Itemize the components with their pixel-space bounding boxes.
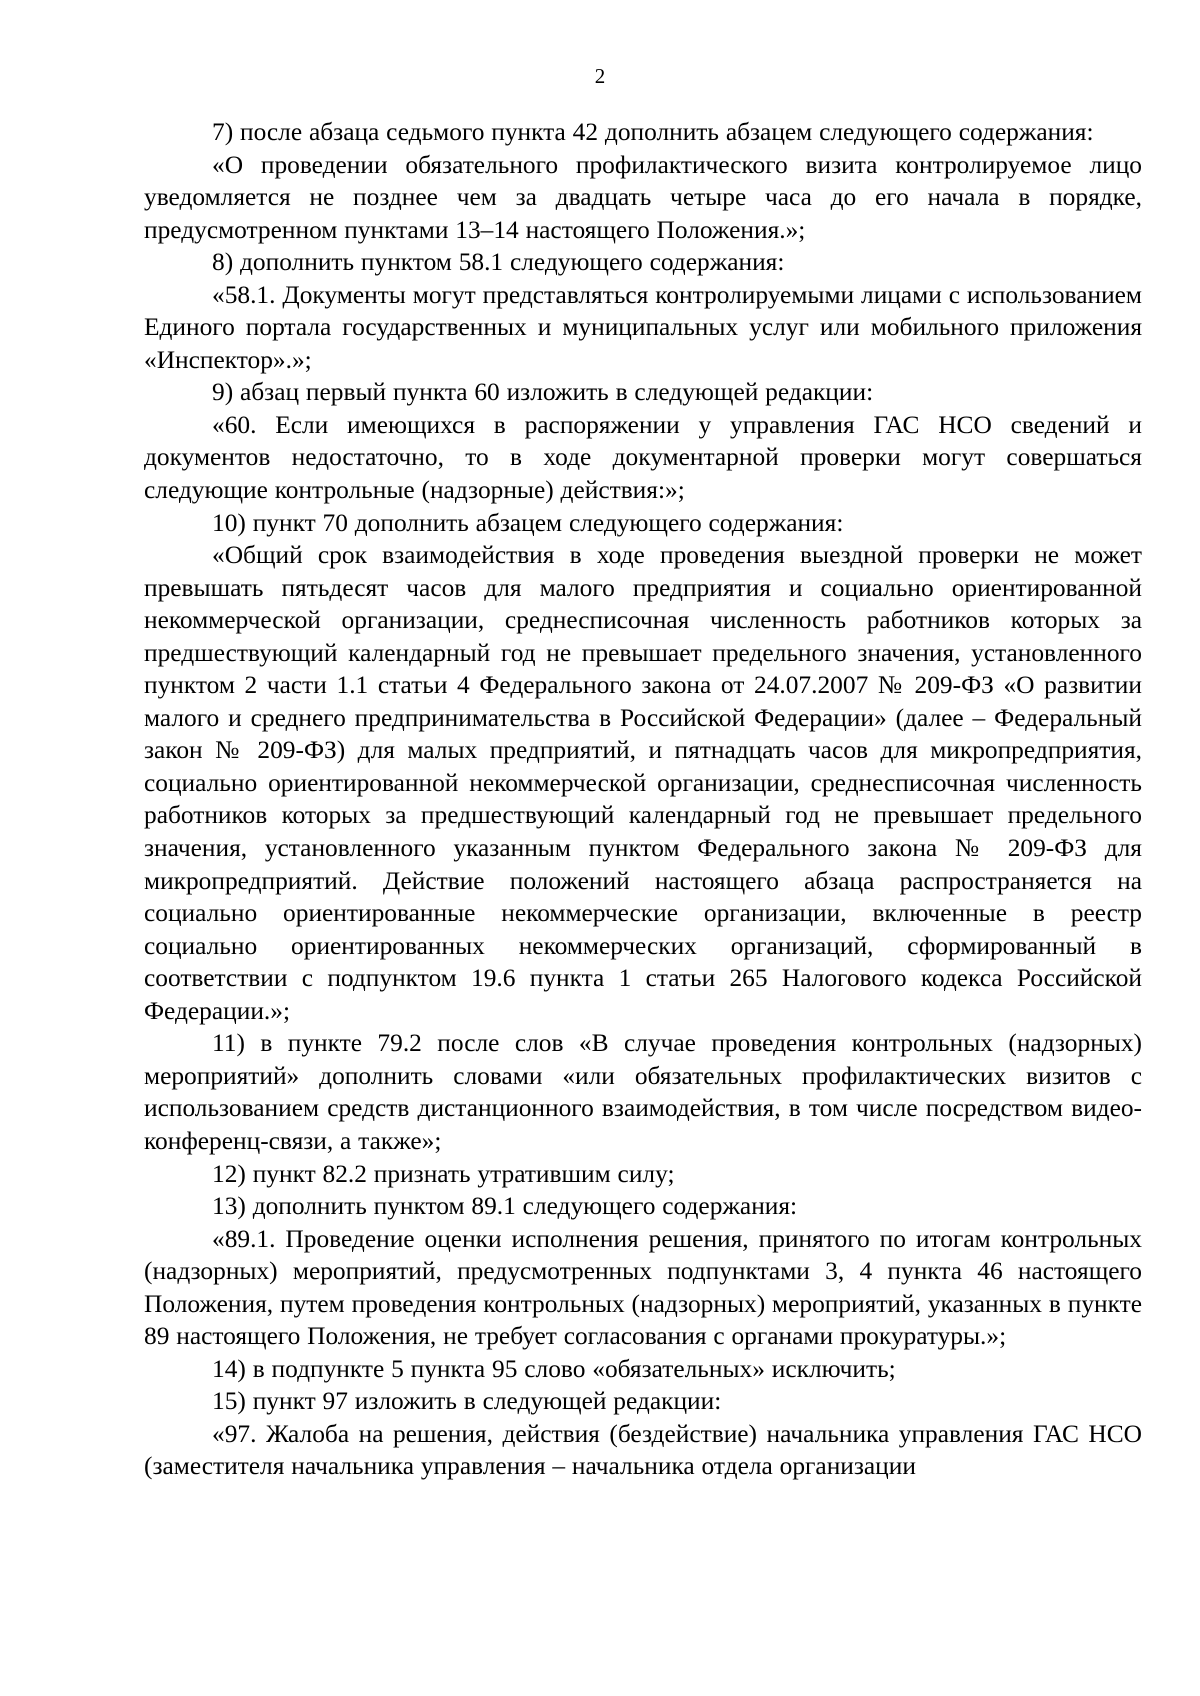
- page-number: 2: [594, 64, 606, 88]
- paragraph-quote-89-1: «89.1. Проведение оценки исполнения решения, принятого по итогам контрольных (надзорных) мероприятий, предусмотренных подпунктами 3, 4 пункта 46 настоящего Положения, путем проведения контрольных (надзорных) мероприятий, указанных в пункте 89 настоящего Положения, не требует согласования с органами прокуратуры.»;: [144, 1224, 1142, 1351]
- paragraph-item-13: 13) дополнить пунктом 89.1 следующего содержания:: [212, 1192, 798, 1221]
- paragraph-quote-97: «97. Жалоба на решения, действия (бездействие) начальника управления ГАС НСО (заместителя начальника управления – начальника отдела организации: [144, 1419, 1142, 1481]
- paragraph-item-10: 10) пункт 70 дополнить абзацем следующего содержания:: [212, 508, 844, 537]
- paragraph-quote-60: «60. Если имеющихся в распоряжении у управления ГАС НСО сведений и документов недостаточно, то в ходе документарной проверки могут совершаться следующие контрольные (надзорные) действия:»;: [144, 410, 1142, 505]
- document-body: [144, 116, 1142, 1483]
- paragraph-quote-70: «Общий срок взаимодействия в ходе проведения выездной проверки не может превышать пятьдесят часов для малого предприятия и социально ориентированной некоммерческой организации, среднесписочная численность работников которых за предшествующий календарный год не превышает предельного значения, установленного пунктом 2 части 1.1 статьи 4 Федерального закона от 24.07.2007 № 209-ФЗ «О развитии малого и среднего предпринимательства в Российской Федерации» (далее – Федеральный закон № 209-ФЗ) для малых предприятий, и пятнадцать часов для микропредприятия, социально ориентированной некоммерческой организации, среднесписочная численность работников которых за предшествующий календарный год не превышает предельного значения, установленного указанным пунктом Федерального закона № 209-ФЗ для микропредприятий. Действие положений настоящего абзаца распространяется на социально ориентированные некоммерческие организации, включенные в реестр социально ориентированных некоммерческих организаций, сформированный в соответствии с подпунктом 19.6 пункта 1 статьи 265 Налогового кодекса Российской Федерации.»;: [144, 541, 1142, 1025]
- paragraph-item-8: 8) дополнить пунктом 58.1 следующего содержания:: [212, 248, 785, 277]
- paragraph-item-12: 12) пункт 82.2 признать утратившим силу;: [212, 1159, 675, 1188]
- paragraph-item-14: 14) в подпункте 5 пункта 95 слово «обязательных» исключить;: [212, 1354, 896, 1383]
- paragraph-item-11: 11) в пункте 79.2 после слов «В случае проведения контрольных (надзорных) мероприятий» дополнить словами «или обязательных профилактических визитов с использованием средств дистанционного взаимодействия, в том числе посредством видео-конференц-связи, а также»;: [144, 1029, 1142, 1155]
- paragraph-item-15: 15) пункт 97 изложить в следующей редакции:: [212, 1387, 722, 1416]
- paragraph-item-9: 9) абзац первый пункта 60 изложить в следующей редакции:: [212, 378, 874, 407]
- paragraph-item-7: 7) после абзаца седьмого пункта 42 дополнить абзацем следующего содержания:: [212, 118, 1094, 146]
- paragraph-quote-58-1: «58.1. Документы могут представляться контролируемыми лицами с использованием Единого портала государственных и муниципальных услуг или мобильного приложения «Инспектор».»;: [144, 280, 1142, 374]
- paragraph-quote-42: «О проведении обязательного профилактического визита контролируемое лицо уведомляется не позднее чем за двадцать четыре часа до его начала в порядке, предусмотренном пунктами 13–14 настоящего Положения.»;: [144, 150, 1142, 244]
